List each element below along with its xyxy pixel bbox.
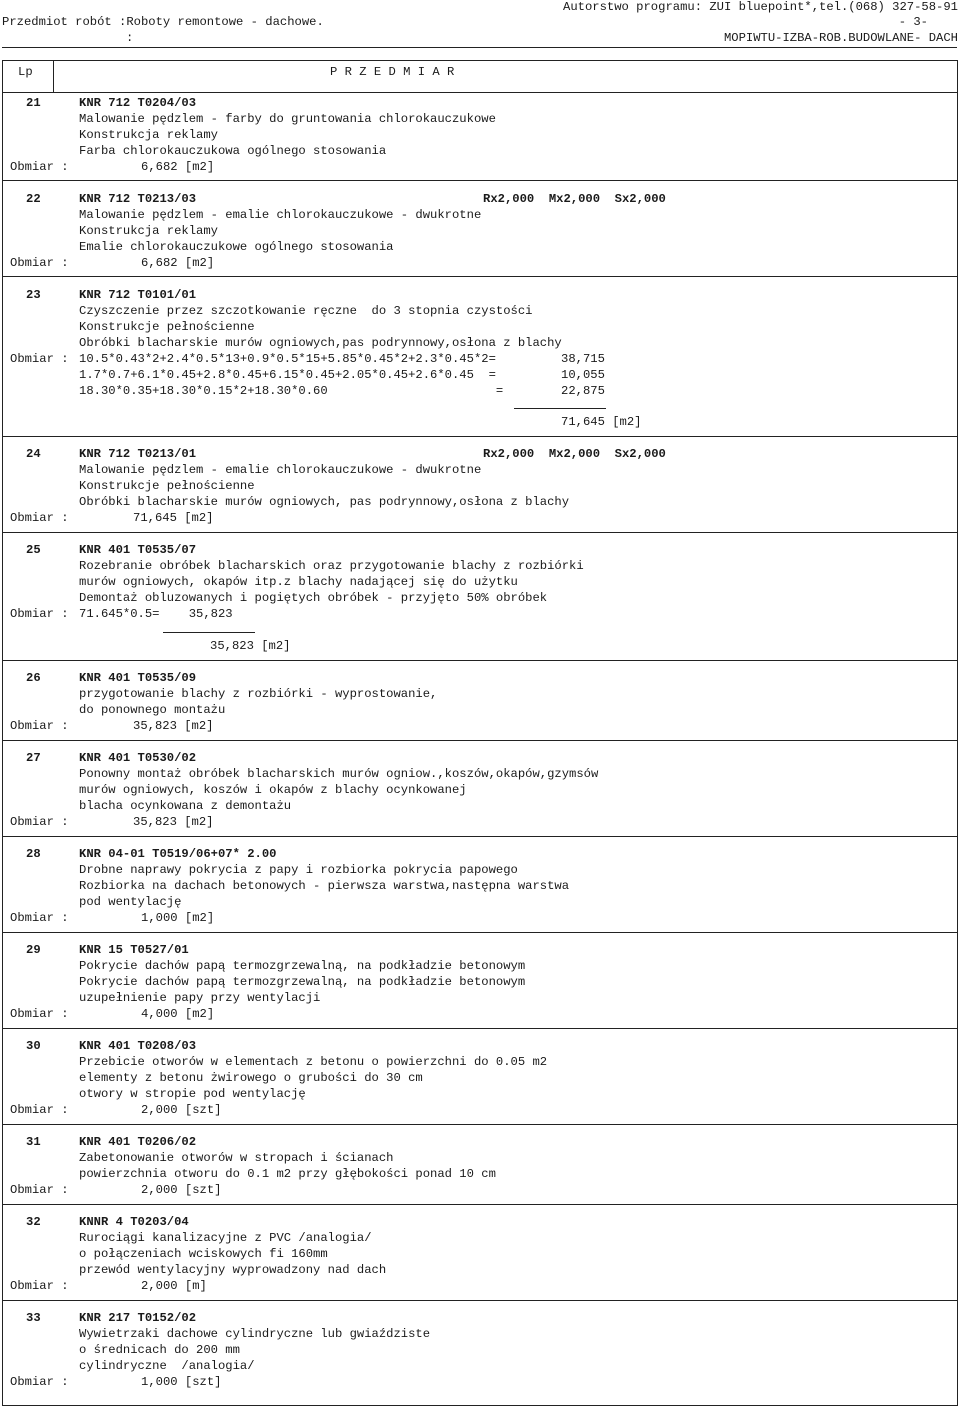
item-desc: Obróbki blacharskie murów ogniowych, pas podrynnowy,osłona z blachy [79,495,570,509]
calc-expression: 1.7*0.7+6.1*0.45+2.8*0.45+6.15*0.45+2.05*0.45+2.6*0.45 = [79,368,496,382]
obmiar-label: Obmiar : [10,1007,69,1021]
obmiar-value: 6,682 [m2] [141,256,215,270]
item-desc: Pokrycie dachów papą termozgrzewalną, na podkładzie betonowym [79,975,526,989]
item-desc: Rurociągi kanalizacyjne z PVC /analogia/ [79,1231,372,1245]
item-desc: Konstrukcja reklamy [79,224,218,238]
column-title-header: P R Z E D M I A R [330,65,455,79]
item-desc: otwory w stropie pod wentylację [79,1087,306,1101]
obmiar-value: 6,682 [m2] [141,160,215,174]
obmiar-value: 35,823 [m2] [133,815,214,829]
item-separator [2,180,957,181]
item-code: KNR 04-01 T0519/06+07* 2.00 [79,847,277,861]
item-coefficients: Rx2,000 Mx2,000 Sx2,000 [483,447,666,461]
item-separator [2,660,957,661]
item-desc: Wywietrzaki dachowe cylindryczne lub gwiaździste [79,1327,431,1341]
item-desc: do ponownego montażu [79,703,226,717]
item-separator [2,1028,957,1029]
subtotal-rule [163,632,255,633]
project-name: MOPIWTU-IZBA-ROB.BUDOWLANE- DACH [723,31,958,45]
item-desc: Emalie chlorokauczukowe ogólnego stosowania [79,240,394,254]
item-desc: Konstrukcje pełnościenne [79,479,255,493]
column-lp-header: Lp [18,65,33,79]
item-desc: Konstrukcje pełnościenne [79,320,255,334]
bottom-rule [2,1405,957,1406]
subtotal-rule [514,408,606,409]
item-desc: Przebicie otworów w elementach z betonu o powierzchni do 0.05 m2 [79,1055,548,1069]
item-lp: 23 [26,288,41,302]
item-desc: blacha ocynkowana z demontażu [79,799,292,813]
obmiar-label: Obmiar : [10,160,69,174]
calc-value: 22,875 [561,384,605,398]
item-desc: Rozbiorka na dachach betonowych - pierwsza warstwa,następna warstwa [79,879,570,893]
item-separator [2,740,957,741]
item-desc: Rozebranie obróbek blacharskich oraz przygotowanie blachy z rozbiórki [79,559,584,573]
item-desc: Czyszczenie przez szczotkowanie ręczne do 3 stopnia czystości [79,304,533,318]
item-code: KNR 401 T0535/07 [79,543,197,557]
item-desc: Obróbki blacharskie murów ogniowych,pas podrynnowy,osłona z blachy [79,336,562,350]
item-desc: murów ogniowych, okapów itp.z blachy nadającej się do użytku [79,575,518,589]
obmiar-label: Obmiar : [10,719,69,733]
calc-expression: 10.5*0.43*2+2.4*0.5*13+0.9*0.5*15+5.85*0.45*2+2.3*0.45*2= [79,352,496,366]
item-lp: 32 [26,1215,41,1229]
item-coefficients: Rx2,000 Mx2,000 Sx2,000 [483,192,666,206]
obmiar-label: Obmiar : [10,607,69,621]
item-code: KNR 712 T0101/01 [79,288,197,302]
item-desc: Demontaż obluzowanych i pogiętych obróbek - przyjęto 50% obróbek [79,591,548,605]
item-desc: Malowanie pędzlem - emalie chlorokauczukowe - dwukrotne [79,463,482,477]
obmiar-value: 4,000 [m2] [141,1007,215,1021]
item-desc: przygotowanie blachy z rozbiórki - wyprostowanie, [79,687,438,701]
item-code: KNR 712 T0213/03 [79,192,197,206]
item-lp: 27 [26,751,41,765]
item-separator [2,1204,957,1205]
obmiar-value: 2,000 [szt] [141,1183,222,1197]
item-separator [2,836,957,837]
item-separator [2,1124,957,1125]
obmiar-label: Obmiar : [10,256,69,270]
item-lp: 22 [26,192,41,206]
item-code: KNR 401 T0535/09 [79,671,197,685]
item-desc: Zabetonowanie otworów w stropach i ścianach [79,1151,394,1165]
item-desc: cylindryczne /analogia/ [79,1359,255,1373]
item-code: KNR 15 T0527/01 [79,943,189,957]
obmiar-value: 35,823 [m2] [133,719,214,733]
item-code: KNR 401 T0206/02 [79,1135,197,1149]
item-separator [2,276,957,277]
item-desc: murów ogniowych, koszów i okapów z blachy ocynkowanej [79,783,467,797]
calc-expression: 18.30*0.35+18.30*0.15*2+18.30*0.60 = [79,384,504,398]
obmiar-label: Obmiar : [10,511,69,525]
item-desc: Drobne naprawy pokrycia z papy i rozbiorka pokrycia papowego [79,863,518,877]
obmiar-label: Obmiar : [10,352,69,366]
obmiar-value: 1,000 [m2] [141,911,215,925]
item-desc: o połączeniach wciskowych fi 160mm [79,1247,328,1261]
item-desc: Malowanie pędzlem - farby do gruntowania chlorokauczukowe [79,112,496,126]
item-desc: Ponowny montaż obróbek blacharskich murów ogniow.,koszów,okapów,gzymsów [79,767,599,781]
subject-line: Przedmiot robót :Roboty remontowe - dachowe. [2,15,324,29]
item-code: KNR 401 T0530/02 [79,751,197,765]
item-code: KNR 712 T0213/01 [79,447,197,461]
page-number: - 3- [898,15,928,29]
item-separator [2,436,957,437]
obmiar-value: 1,000 [szt] [141,1375,222,1389]
item-desc: powierzchnia otworu do 0.1 m2 przy głębokości ponad 10 cm [79,1167,496,1181]
item-desc: przewód wentylacyjny wyprowadzony nad dach [79,1263,387,1277]
item-desc: elementy z betonu żwirowego o grubości do 30 cm [79,1071,423,1085]
item-code: KNR 401 T0208/03 [79,1039,197,1053]
item-lp: 26 [26,671,41,685]
item-lp: 28 [26,847,41,861]
item-desc: o średnicach do 200 mm [79,1343,240,1357]
item-desc: uzupełnienie papy przy wentylacji [79,991,321,1005]
obmiar-label: Obmiar : [10,911,69,925]
calc-value: 38,715 [561,352,605,366]
item-lp: 25 [26,543,41,557]
subject-colon: : [126,31,134,45]
obmiar-label: Obmiar : [10,1183,69,1197]
obmiar-label: Obmiar : [10,1279,69,1293]
item-separator [2,1300,957,1301]
item-desc: Pokrycie dachów papą termozgrzewalną, na podkładzie betonowym [79,959,526,973]
item-separator [2,532,957,533]
obmiar-label: Obmiar : [10,1375,69,1389]
item-code: KNNR 4 T0203/04 [79,1215,189,1229]
item-lp: 29 [26,943,41,957]
calc-expression: 71.645*0.5= 35,823 [79,607,233,621]
calc-value: 10,055 [561,368,605,382]
item-desc: Farba chlorokauczukowa ogólnego stosowania [79,144,387,158]
header-rule-top [2,47,957,48]
item-desc: Konstrukcja reklamy [79,128,218,142]
header-rule-bottom [2,92,957,93]
obmiar-label: Obmiar : [10,1103,69,1117]
item-lp: 33 [26,1311,41,1325]
item-desc: Malowanie pędzlem - emalie chlorokauczukowe - dwukrotne [79,208,482,222]
item-separator [2,932,957,933]
item-total: 71,645 [m2] [561,415,642,429]
item-total: 35,823 [m2] [210,639,291,653]
item-lp: 30 [26,1039,41,1053]
item-desc: pod wentylację [79,895,182,909]
item-lp: 24 [26,447,41,461]
item-code: KNR 712 T0204/03 [79,96,197,110]
obmiar-label: Obmiar : [10,815,69,829]
right-border [957,60,958,1406]
obmiar-value: 2,000 [szt] [141,1103,222,1117]
program-author: Autorstwo programu: ZUI bluepoint*,tel.(068) 327-58-91 [563,0,958,14]
item-lp: 31 [26,1135,41,1149]
obmiar-value: 71,645 [m2] [133,511,214,525]
lp-column-divider [53,60,54,93]
item-code: KNR 217 T0152/02 [79,1311,197,1325]
item-lp: 21 [26,96,41,110]
obmiar-value: 2,000 [m] [141,1279,207,1293]
header-rule-mid [2,60,957,61]
